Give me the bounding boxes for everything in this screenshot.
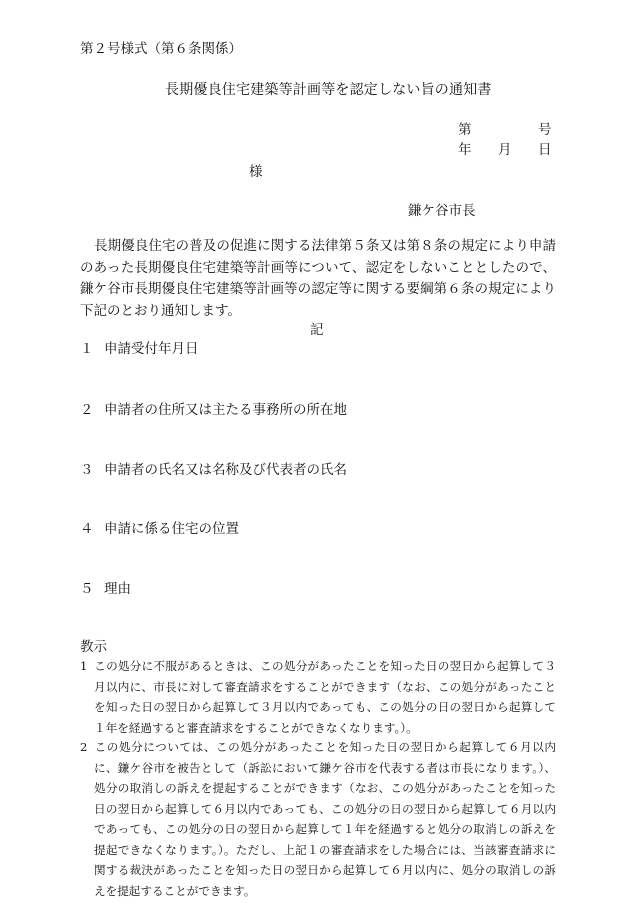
instruction-text: この処分については、この処分があったことを知った日の翌日から起算して６月以内に、鎌ケ谷市を被告として（訴訟において鎌ケ谷市を代表する者は市長になります。）、処分の取消しの訴えを提起することができます（なお、この処分があったことを知った日の翌日から起算して６月以内であっても、この処分の日の翌日から起算して６月以内であっても、この処分の日の翌日から起算して１年を経過すると処分の取消しの訴えを提起できなくなります。）。ただし、上記１の審査請求をした場合には、当該審査請求に関する裁決があったことを知った日の翌日から起算して６月以内に、処分の取消しの訴えを提起することができます。 (94, 740, 556, 898)
instruction-heading: 教示 (80, 639, 107, 655)
item-label: 理由 (104, 581, 131, 597)
item-application-date (80, 337, 199, 357)
item-number: ２ (80, 402, 94, 418)
number-suffix: 号 (538, 122, 552, 138)
item-number: ３ (80, 462, 94, 478)
document-title: 長期優良住宅建築等計画等を認定しない旨の通知書 (165, 82, 492, 98)
addressee-suffix: 様 (249, 164, 263, 180)
item-number: １ (80, 341, 94, 357)
item-applicant-address (80, 398, 347, 418)
item-label: 申請者の住所又は主たる事務所の所在地 (104, 402, 347, 418)
item-label: 申請受付年月日 (104, 341, 199, 357)
notice-body: 長期優良住宅の普及の促進に関する法律第５条又は第８条の規定により申請のあった長期優良住宅建築等計画等について、認定をしないこととしたので、鎌ケ谷市長期優良住宅建築等計画等の認定等に関する要綱第６条の規定により下記のとおり通知します。 (80, 238, 556, 320)
item-number: ５ (80, 581, 94, 597)
instruction-number: 2 (80, 740, 88, 754)
date-day: 日 (538, 142, 552, 158)
date-year: 年 (458, 142, 472, 158)
instruction-number: 1 (80, 659, 88, 673)
item-label: 申請に係る住宅の位置 (104, 521, 239, 537)
item-number: ４ (80, 521, 94, 537)
item-reason (80, 577, 131, 597)
issuer-name: 鎌ケ谷市長 (408, 203, 476, 219)
ki-heading: 記 (310, 322, 324, 338)
instruction-text: この処分に不服があるときは、この処分があったことを知った日の翌日から起算して３月以内に、市長に対して審査請求をすることができます（なお、この処分があったことを知った日の翌日から起算して３月以内であっても、この処分の日の翌日から起算して１年を経過すると審査請求をすることができなくなります。）。 (94, 659, 556, 735)
item-house-location (80, 517, 239, 537)
item-applicant-name (80, 458, 347, 478)
date-month: 月 (498, 142, 512, 158)
form-number: 第２号様式（第６条関係） (80, 41, 242, 57)
instruction-item-2 (80, 737, 556, 901)
instruction-item-1 (80, 656, 556, 738)
item-label: 申請者の氏名又は名称及び代表者の氏名 (104, 462, 347, 478)
number-prefix: 第 (458, 122, 472, 138)
